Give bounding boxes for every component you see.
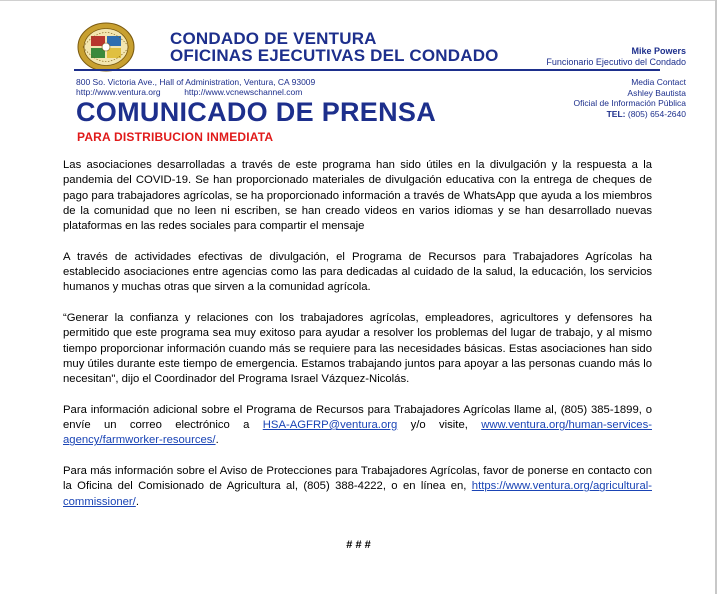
office-address: 800 So. Victoria Ave., Hall of Administration, Ventura, CA 93009 xyxy=(76,77,316,87)
media-contact-title: Oficial de Información Pública xyxy=(573,98,686,108)
website-link-newschannel[interactable]: http://www.vcnewschannel.com xyxy=(184,87,303,97)
tel-number: (805) 654-2640 xyxy=(627,108,686,119)
executive-name: Mike Powers xyxy=(631,46,686,56)
paragraph-4-text-1: Para información adicional sobre el Programa de Recursos para Trabajadores Agrícolas llame al, (805) 385-1899, o envíe un correo electrónico a xyxy=(63,403,652,432)
press-release-body xyxy=(63,158,652,525)
county-name: CONDADO DE VENTURA xyxy=(170,29,377,48)
county-seal-icon xyxy=(77,22,135,72)
paragraph-5-text-2: . xyxy=(135,495,139,508)
body-paragraph-5 xyxy=(63,464,652,510)
body-paragraph-3: “Generar la confianza y relaciones con los trabajadores agrícolas, empleadores, agricultores y defensores ha permitido que este programa sea muy exitoso para ayudar a resolver los problemas del lugar de trabajo, y al mismo tiempo proporcionar información cuando más se requiere para las necesidades básicas. Estas asociaciones han sido muy útiles durante este tiempo de emergencia. Estamos trabajando juntos para apoyar a las personas cuando más lo necesitan", dijo el Coordinador del Programa Israel Vázquez-Nicolás. xyxy=(63,311,652,386)
press-release-subheadline: PARA DISTRIBUCION INMEDIATA xyxy=(77,130,274,144)
paragraph-5-text-1: Para más información sobre el Aviso de Protecciones para Trabajadores Agrícolas, favor de ponerse en contacto con la Oficina del Comisionado de Agricultura al, (805) 388-4222, o en línea en, xyxy=(63,464,652,493)
body-paragraph-4 xyxy=(63,403,652,449)
end-marks: # # # xyxy=(346,539,371,551)
press-release-headline: COMUNICADO DE PRENSA xyxy=(76,97,437,127)
page-top-border xyxy=(0,0,717,1)
media-contact-label: Media Contact xyxy=(631,77,686,87)
county-offices: OFICINAS EJECUTIVAS DEL CONDADO xyxy=(170,46,499,65)
media-contact-name: Ashley Bautista xyxy=(627,87,686,98)
website-link-ventura[interactable]: http://www.ventura.org xyxy=(76,87,161,97)
email-link[interactable]: HSA-AGFRP@ventura.org xyxy=(262,419,398,432)
header-divider xyxy=(74,69,660,71)
media-contact-block xyxy=(574,77,686,119)
executive-title: Funcionario Ejecutivo del Condado xyxy=(546,57,686,67)
paragraph-4-text-2: y/o visite, xyxy=(397,419,482,432)
tel-label: TEL: xyxy=(606,108,626,119)
agricultural-commissioner-link[interactable]: https://www.ventura.org/agricultural-commissioner/ xyxy=(63,480,652,508)
body-paragraph-2: A través de actividades efectivas de divulgación, el Programa de Recursos para Trabajadores Agrícolas ha establecido asociaciones entre agencias como las para dedicadas al cuidado de la salud, la educación, los servicios humanos y muchas otras que sirven a la comunidad agrícola. xyxy=(63,250,652,294)
paragraph-4-text-3: . xyxy=(215,434,219,447)
farmworker-resources-link[interactable]: www.ventura.org/human-services-agency/farmworker-resources/ xyxy=(63,419,652,447)
website-links xyxy=(76,87,302,97)
body-paragraph-1: Las asociaciones desarrolladas a través de este programa han sido útiles en la divulgación y la respuesta a la pandemia del COVID-19. Se han proporcionado materiales de divulgación educativa con la entrega de cheques de pago para trabajadores agrícolas, se ha proporcionado información a través de WhatsApp que ayuda a los miembros de la comunidad que no leen ni escriben, se han creado videos en varios idiomas y se han desarrollado nuevas plataformas en las redes sociales para compartir el mensaje xyxy=(63,159,652,233)
media-contact-phone xyxy=(574,109,686,120)
